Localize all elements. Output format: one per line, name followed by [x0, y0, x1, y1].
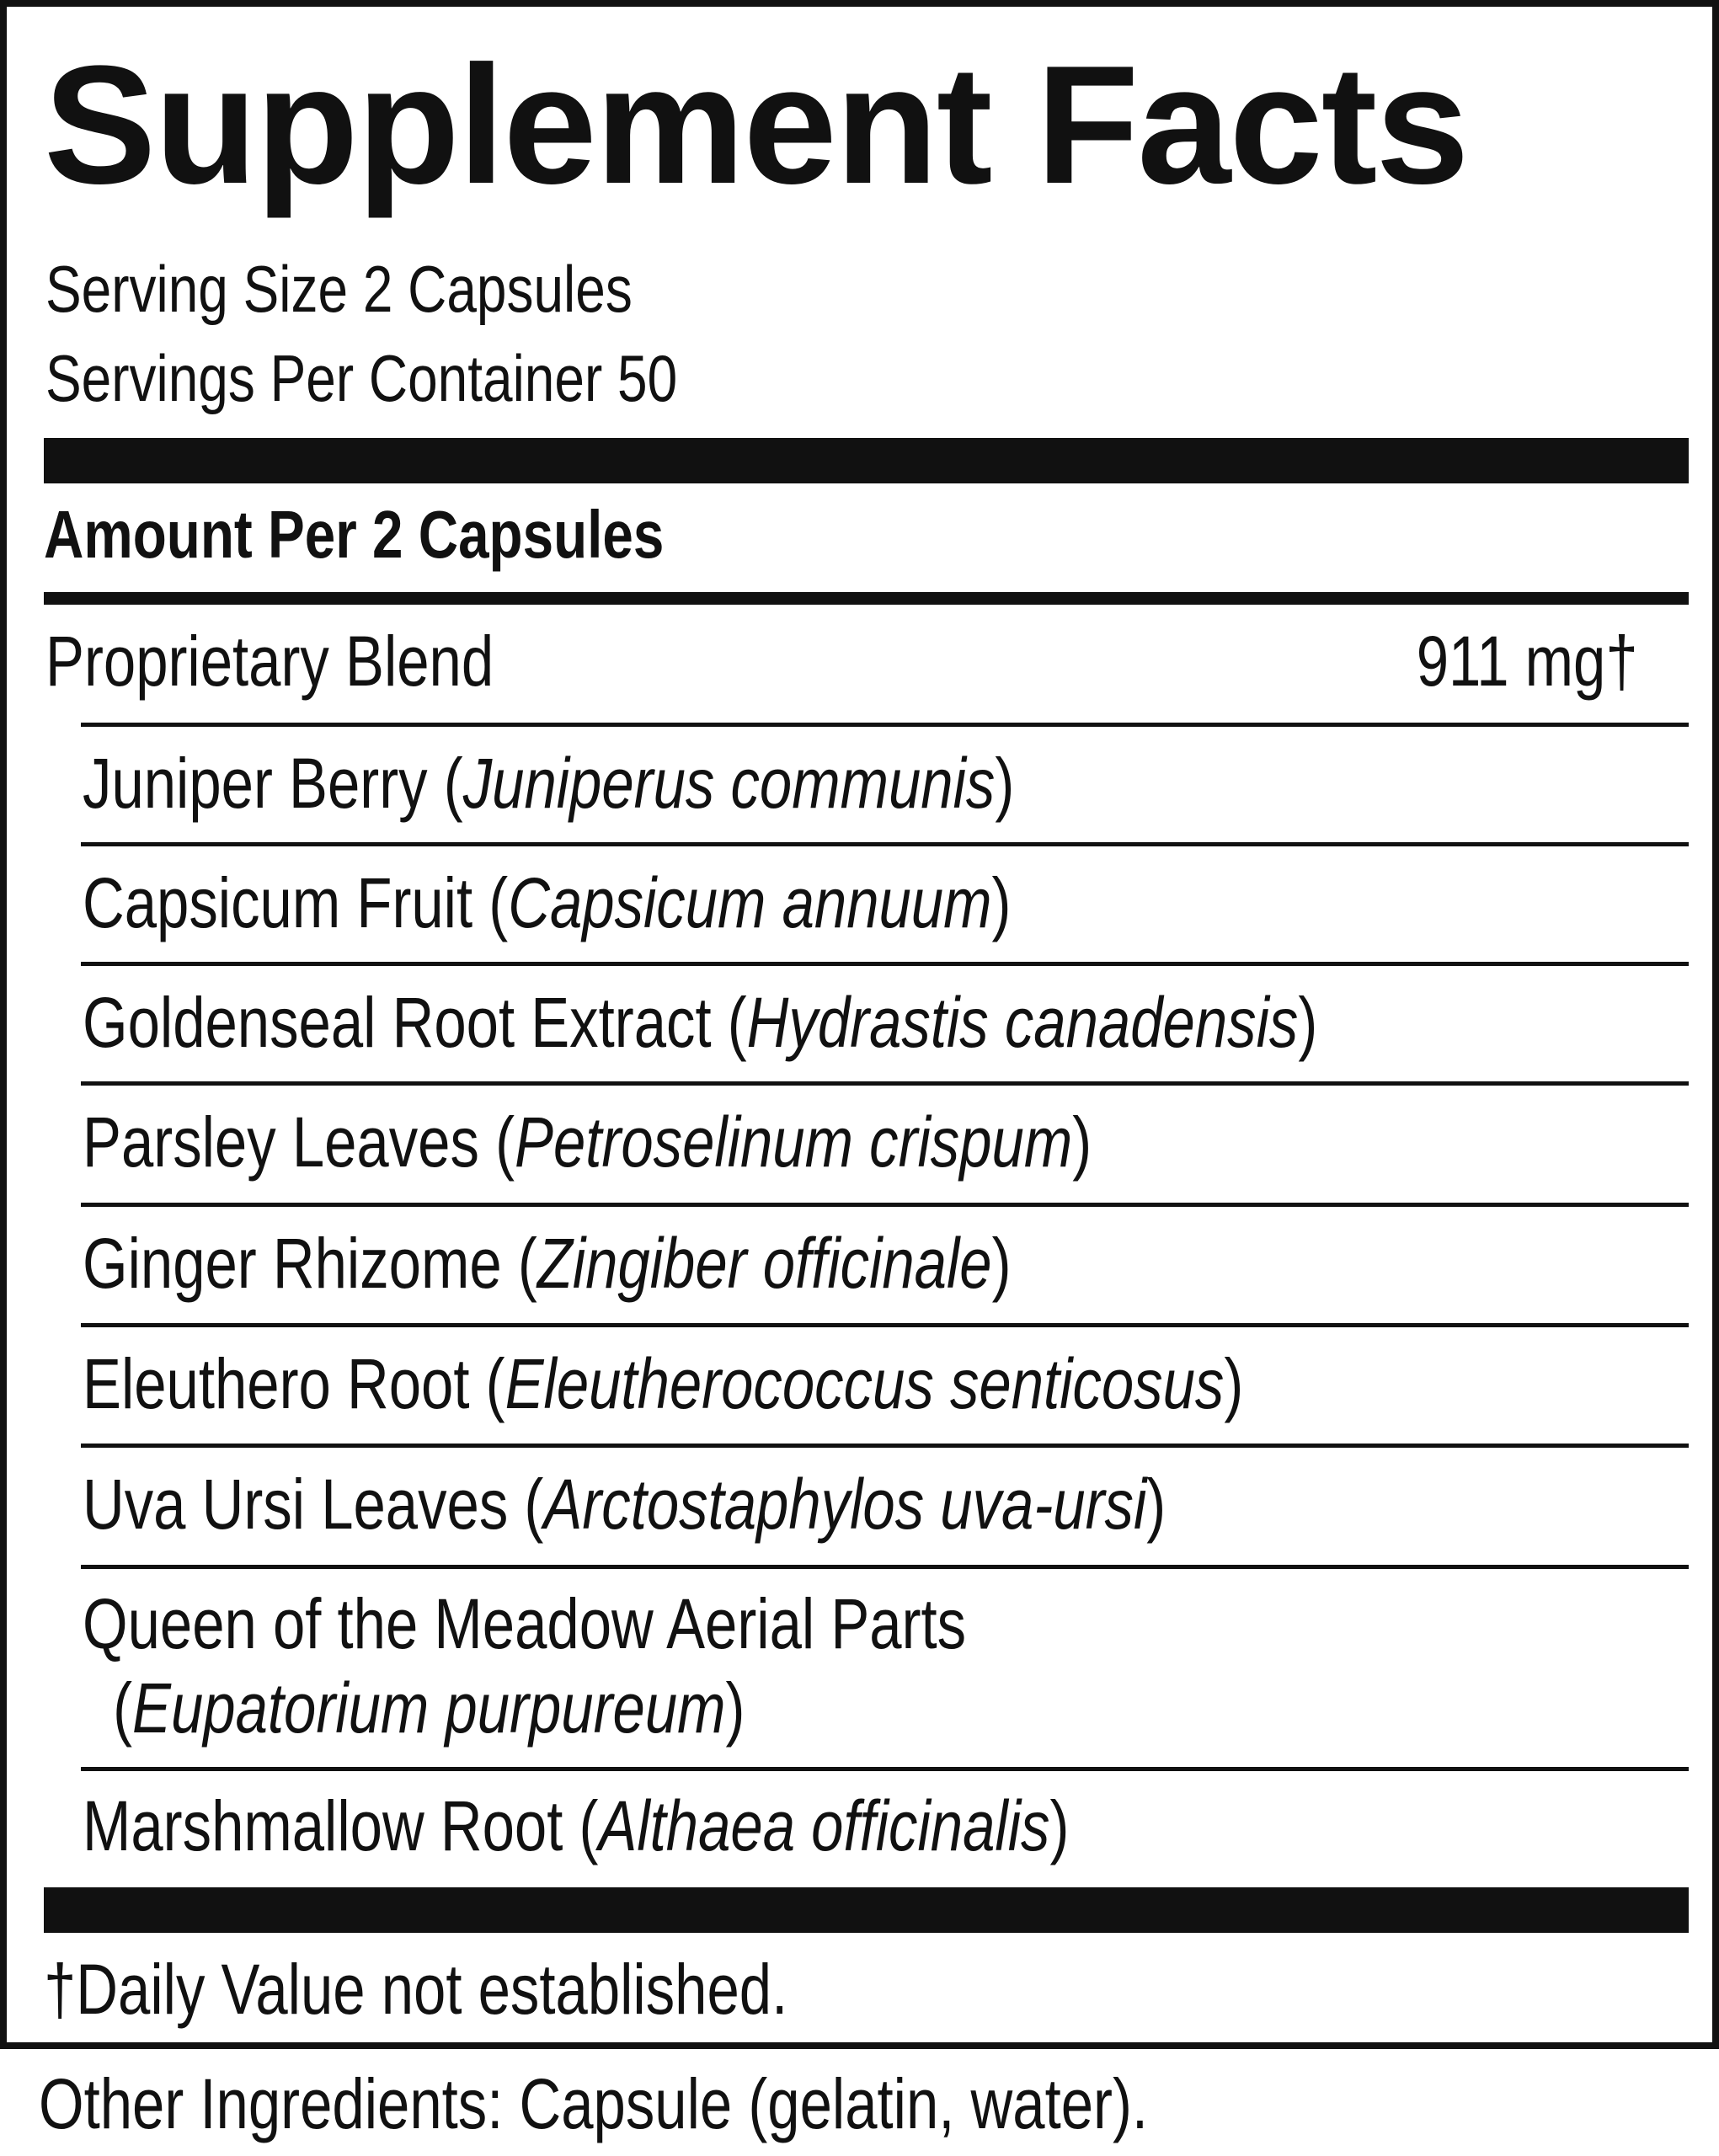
ingredient-name: Ginger Rhizome	[83, 1224, 502, 1303]
row-divider	[81, 962, 1689, 966]
ingredient-name: Queen of the Meadow Aerial Parts	[83, 1584, 967, 1663]
row-divider	[81, 1081, 1689, 1086]
amount-per-serving-header: Amount Per 2 Capsules	[44, 497, 665, 572]
row-divider	[81, 1767, 1689, 1771]
ingredient-row: Parsley Leaves (Petroselinum crispum)	[83, 1102, 1092, 1182]
ingredient-name: Eleuthero Root	[83, 1344, 470, 1423]
other-ingredients: Other Ingredients: Capsule (gelatin, water).	[39, 2064, 1149, 2143]
ingredient-name: Uva Ursi Leaves	[83, 1465, 509, 1544]
thick-divider-bottom	[44, 1887, 1689, 1933]
ingredient-scientific-name: Zingiber officinale	[537, 1224, 992, 1303]
ingredient-name: Marshmallow Root	[83, 1786, 563, 1865]
thick-divider-top	[44, 438, 1689, 483]
ingredient-name: Juniper Berry	[83, 744, 428, 823]
ingredient-scientific-name: Capsicum annuum	[508, 863, 992, 942]
ingredient-scientific-name: Eleutherococcus senticosus	[504, 1344, 1225, 1423]
daily-value-footnote: †Daily Value not established.	[44, 1950, 788, 2029]
proprietary-blend-amount: 911 mg†	[1417, 622, 1638, 701]
ingredient-scientific-name: Arctostaphylos uva-ursi	[543, 1465, 1147, 1544]
ingredient-name: Goldenseal Root Extract	[83, 983, 712, 1062]
ingredient-scientific-line: (Eupatorium purpureum)	[113, 1668, 745, 1748]
ingredient-scientific-name: Petroselinum crispum	[515, 1102, 1073, 1182]
ingredient-scientific-name: Hydrastis canadensis	[746, 983, 1299, 1062]
serving-size: Serving Size 2 Capsules	[45, 252, 633, 326]
ingredient-row: Ginger Rhizome (Zingiber officinale)	[83, 1224, 1012, 1303]
ingredient-name: Capsicum Fruit	[83, 863, 473, 942]
ingredient-row: Marshmallow Root (Althaea officinalis)	[83, 1786, 1070, 1865]
row-divider	[81, 1565, 1689, 1569]
row-divider	[81, 1444, 1689, 1448]
ingredient-scientific-name: Eupatorium purpureum	[132, 1668, 726, 1748]
ingredient-scientific-name: Althaea officinalis	[598, 1786, 1050, 1865]
ingredient-row	[83, 1582, 966, 1750]
row-divider	[81, 723, 1689, 727]
ingredient-row: Eleuthero Root (Eleutherococcus senticosus)	[83, 1344, 1244, 1423]
ingredient-row: Uva Ursi Leaves (Arctostaphylos uva-ursi)	[83, 1465, 1166, 1544]
ingredient-scientific-name: Juniperus communis	[462, 744, 996, 823]
proprietary-blend-name: Proprietary Blend	[45, 622, 494, 701]
ingredient-row: Juniper Berry (Juniperus communis)	[83, 744, 1015, 823]
servings-per-container: Servings Per Container 50	[45, 341, 678, 415]
medium-divider	[44, 592, 1689, 605]
row-divider	[81, 1203, 1689, 1207]
ingredient-row: Goldenseal Root Extract (Hydrastis canadensis)	[83, 983, 1318, 1062]
ingredient-row: Capsicum Fruit (Capsicum annuum)	[83, 863, 1012, 942]
row-divider	[81, 842, 1689, 846]
row-divider	[81, 1323, 1689, 1327]
ingredient-name: Parsley Leaves	[83, 1102, 479, 1182]
panel-title: Supplement Facts	[44, 31, 1468, 219]
